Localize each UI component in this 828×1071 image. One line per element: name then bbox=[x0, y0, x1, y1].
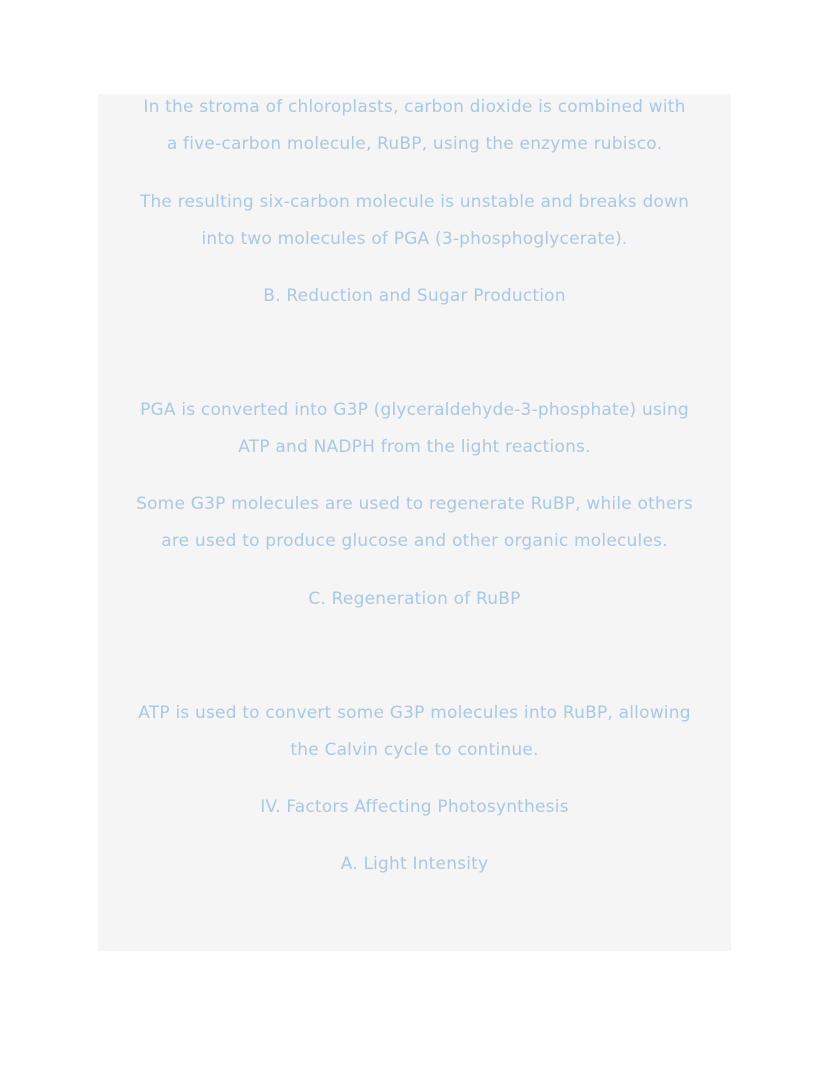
section-heading: C. Regeneration of RuBP bbox=[308, 589, 521, 609]
paragraph-pga-conversion bbox=[98, 392, 731, 466]
paragraph-line: a five-carbon molecule, RuBP, using the enzyme rubisco. bbox=[166, 134, 663, 154]
heading-regeneration bbox=[98, 587, 731, 611]
paragraph-carbon-fixation bbox=[98, 89, 731, 163]
paragraph-g3p-usage bbox=[98, 486, 731, 560]
paragraph-line: the Calvin cycle to continue. bbox=[290, 740, 539, 760]
paragraph-line: into two molecules of PGA (3-phosphoglycerate). bbox=[201, 229, 628, 249]
section-heading: IV. Factors Affecting Photosynthesis bbox=[260, 797, 569, 817]
paragraph-line: In the stroma of chloroplasts, carbon dioxide is combined with bbox=[143, 97, 686, 117]
paragraph-line: Some G3P molecules are used to regenerate RuBP, while others bbox=[136, 494, 693, 514]
heading-light-intensity bbox=[98, 852, 731, 876]
paragraph-line: ATP is used to convert some G3P molecules into RuBP, allowing bbox=[138, 703, 691, 723]
heading-factors bbox=[98, 795, 731, 819]
section-heading: B. Reduction and Sugar Production bbox=[263, 286, 566, 306]
paragraph-line: are used to produce glucose and other organic molecules. bbox=[161, 531, 668, 551]
paragraph-six-carbon bbox=[98, 184, 731, 258]
paragraph-line: ATP and NADPH from the light reactions. bbox=[238, 437, 591, 457]
section-heading: A. Light Intensity bbox=[340, 854, 489, 874]
paragraph-line: The resulting six-carbon molecule is unstable and breaks down bbox=[139, 192, 690, 212]
paragraph-line: PGA is converted into G3P (glyceraldehyde-3-phosphate) using bbox=[140, 400, 689, 420]
heading-reduction bbox=[98, 284, 731, 308]
paragraph-atp-conversion bbox=[98, 695, 731, 769]
